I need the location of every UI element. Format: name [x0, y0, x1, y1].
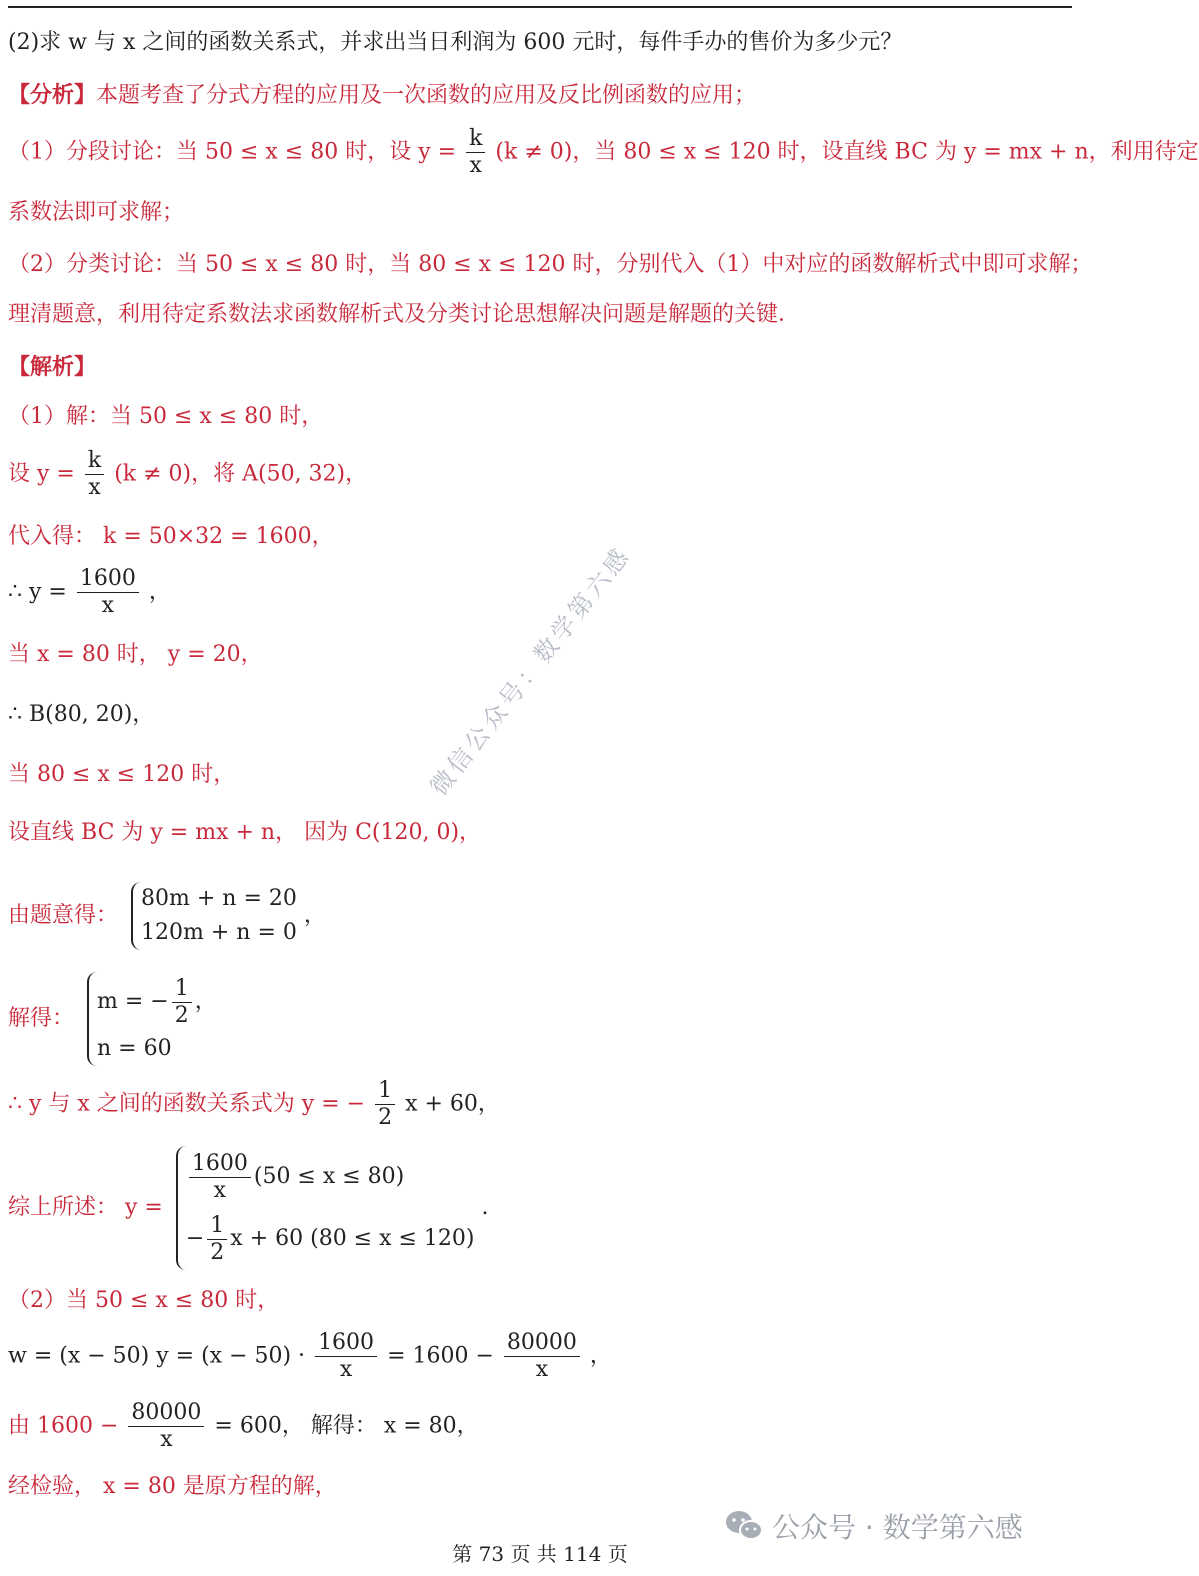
solution-10	[8, 972, 217, 1066]
solution-8: 设直线 BC 为 y = mx + n， 因为 C(120, 0)，	[8, 820, 482, 845]
solution-7: 当 80 ≤ x ≤ 120 时，	[8, 762, 236, 787]
solution-16: 经检验， x = 80 是原方程的解，	[8, 1474, 337, 1499]
solution-11-pre: ∴ y 与 x 之间的函数关系式为 y = −	[8, 1091, 366, 1117]
solution-14	[8, 1330, 612, 1383]
fraction-1600-over-x: $\frac{1600}{x}$	[189, 1151, 251, 1204]
solution-14-pre: w = (x − 50) y = (x − 50) ·	[8, 1343, 306, 1369]
analysis-1	[8, 126, 1199, 179]
equation-2b: n = 60	[97, 1036, 172, 1061]
analysis-tag: 【分析】	[8, 82, 97, 108]
fraction-k-over-x: $\frac{k}{x}$	[85, 448, 104, 501]
solution-12-end: .	[481, 1195, 489, 1220]
solution-1: （1）解：当 50 ≤ x ≤ 80 时，	[8, 404, 324, 429]
solution-15-post: = 600， 解得： x = 80，	[214, 1413, 479, 1439]
diagonal-watermark: 微信公众号：数学第六感	[424, 540, 637, 801]
equation-system-1	[131, 882, 297, 950]
solution-15	[8, 1400, 479, 1453]
solution-9-label: 由题意得：	[8, 903, 119, 928]
brand-text: 公众号 · 数学第六感	[772, 1511, 1023, 1544]
analysis-1-pre: （1）分段讨论：当 50 ≤ x ≤ 80 时，设 y =	[8, 139, 457, 165]
solution-11-post: x + 60，	[405, 1091, 500, 1117]
fraction-k-over-x: $\frac{k}{x}$	[466, 126, 485, 179]
solution-14-mid: = 1600 −	[387, 1343, 494, 1369]
fraction-1-over-2: $\frac{1}{2}$	[172, 976, 192, 1029]
solution-11	[8, 1078, 500, 1131]
solution-14-post: ，	[589, 1343, 612, 1369]
equation-1b: 120m + n = 0	[141, 920, 297, 945]
fraction-1-over-2: $\frac{1}{2}$	[207, 1213, 227, 1266]
piecewise-case-1: $\frac{1600}{x}$ (50 ≤ x ≤ 80)	[186, 1146, 475, 1208]
fraction-80000-over-x: $\frac{80000}{x}$	[128, 1400, 204, 1453]
top-rule	[8, 6, 1072, 8]
solution-12-label: 综上所述： y =	[8, 1195, 163, 1220]
piecewise-case-2: − $\frac{1}{2}$ x + 60 (80 ≤ x ≤ 120)	[185, 1212, 475, 1265]
analysis-text: 本题考查了分式方程的应用及一次函数的应用及反比例函数的应用；	[96, 83, 757, 108]
solution-2-pre: 设 y =	[8, 461, 75, 487]
page-footer: 第 73 页 共 114 页	[452, 1542, 628, 1566]
solution-4	[8, 566, 171, 619]
analysis-1-continued: 系数法即可求解；	[8, 200, 185, 225]
solution-5: 当 x = 80 时， y = 20，	[8, 642, 263, 667]
solution-4-pre: ∴ y =	[8, 579, 67, 605]
question-2: (2)求 w 与 x 之间的函数关系式，并求出当日利润为 600 元时，每件手办的售价为多少元？	[8, 30, 903, 55]
fraction-1-over-2: $\frac{1}{2}$	[375, 1078, 395, 1131]
solution-4-post: ，	[148, 579, 171, 605]
analysis-3: 理清题意，利用待定系数法求函数解析式及分类讨论思想解决问题是解题的关键．	[8, 302, 801, 327]
analysis-2: （2）分类讨论：当 50 ≤ x ≤ 80 时，当 80 ≤ x ≤ 120 时，分别代入（1）中对应的函数解析式中即可求解；	[8, 252, 1093, 277]
solution-2	[8, 448, 367, 501]
solution-6: ∴ B(80, 20)，	[8, 702, 155, 727]
equation-2a: m = − $\frac{1}{2}$ ，	[97, 975, 217, 1028]
solution-tag: 【解析】	[8, 354, 97, 380]
solution-2-post: (k ≠ 0)，将 A(50, 32)，	[114, 461, 368, 487]
analysis-1-mid: (k ≠ 0)，当 80 ≤ x ≤ 120 时，设直线 BC 为 y = mx + n，利用待定	[495, 139, 1199, 165]
fraction-1600-over-x: $\frac{1600}{x}$	[77, 566, 139, 619]
equation-1a: 80m + n = 20	[141, 886, 297, 911]
solution-9	[8, 882, 326, 950]
piecewise-function	[176, 1146, 475, 1270]
solution-12	[8, 1146, 489, 1270]
solution-15-pre: 由 1600 −	[8, 1413, 119, 1439]
analysis-line	[8, 80, 756, 111]
solution-13: （2）当 50 ≤ x ≤ 80 时，	[8, 1288, 280, 1313]
solution-10-label: 解得：	[8, 1006, 75, 1031]
equation-system-2	[87, 972, 217, 1066]
solution-3: 代入得： k = 50×32 = 1600，	[8, 524, 334, 549]
fraction-80000-over-x: $\frac{80000}{x}$	[504, 1330, 580, 1383]
solution-9-end: ，	[303, 903, 326, 928]
fraction-1600-over-x: $\frac{1600}{x}$	[315, 1330, 377, 1383]
